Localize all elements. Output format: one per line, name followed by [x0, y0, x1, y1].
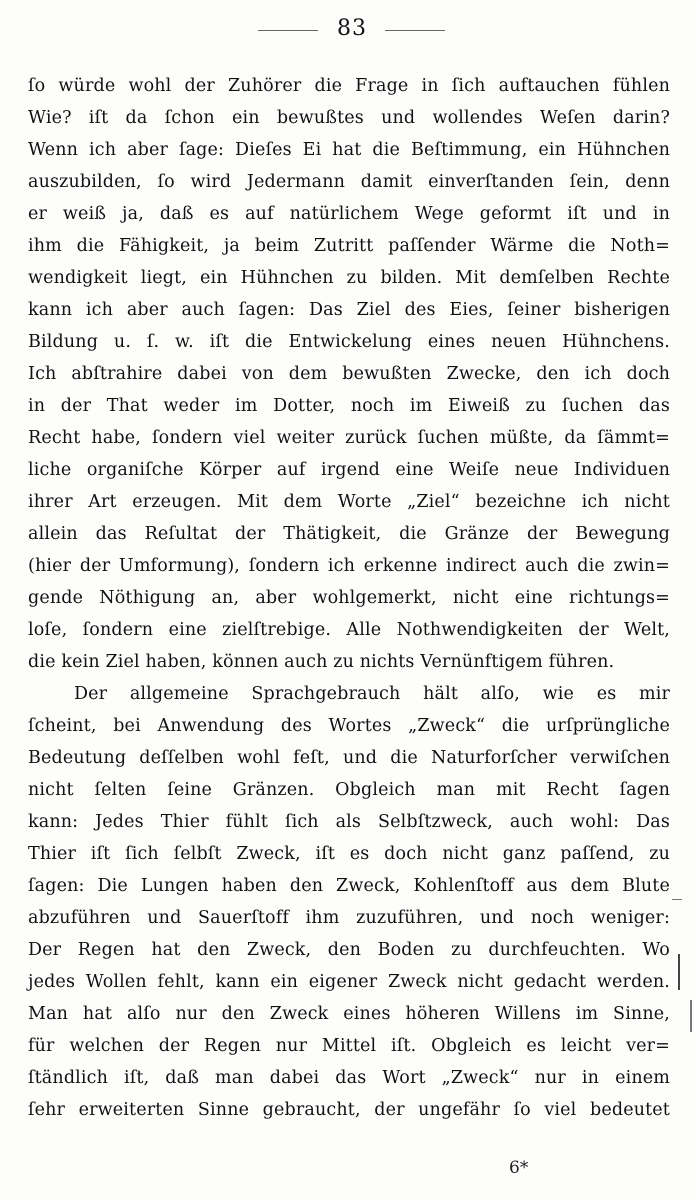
text-line-31: für welchen der Regen nur Mittel iſt. Obgleich es leicht ver=	[28, 1036, 670, 1056]
page-body	[28, 70, 670, 1126]
text-line-17: gende Nöthigung an, aber wohlgemerkt, nicht eine richtungs=	[28, 588, 670, 608]
text-line-21: ſcheint, bei Anwendung des Wortes „Zweck“ die urſprüngliche	[28, 716, 670, 736]
signature-mark: 6*	[509, 1158, 529, 1178]
text-line-22: Bedeutung deſſelben wohl feſt, und die Naturforſcher verwiſchen	[28, 748, 670, 768]
text-line-7: wendigkeit liegt, ein Hühnchen zu bilden. Mit demſelben Rechte	[28, 268, 670, 288]
page-header	[0, 14, 697, 44]
text-line-4: auszubilden, ſo wird Jedermann damit einverſtanden ſein, denn	[28, 172, 670, 192]
scan-edge-mark-lower	[690, 1000, 692, 1032]
text-line-10: Ich abſtrahire dabei von dem bewußten Zwecke, den ich doch	[28, 364, 670, 384]
text-line-19: die kein Ziel haben, können auch zu nichts Vernünftigem führen.	[28, 652, 615, 672]
text-line-16: (hier der Umformung), ſondern ich erkenne indirect auch die zwin=	[28, 556, 670, 576]
text-line-3: Wenn ich aber ſage: Dieſes Ei hat die Beſtimmung, ein Hühnchen	[28, 140, 670, 160]
text-line-27: abzuführen und Sauerſtoff ihm zuzuführen, und noch weniger:	[28, 908, 670, 928]
header-rule-right	[385, 30, 445, 31]
text-line-33: ſehr erweiterten Sinne gebraucht, der ungefähr ſo viel bedeutet	[28, 1100, 670, 1120]
text-line-8: kann ich aber auch ſagen: Das Ziel des Eies, ſeiner bisherigen	[28, 300, 670, 320]
page-number: 83	[337, 16, 367, 41]
text-line-28: Der Regen hat den Zweck, den Boden zu durchfeuchten. Wo	[28, 940, 670, 960]
text-line-1: ſo würde wohl der Zuhörer die Frage in ſich auftauchen fühlen	[28, 76, 670, 96]
text-line-18: loſe, ſondern eine zielſtrebige. Alle Nothwendigkeiten der Welt,	[28, 620, 670, 640]
text-line-29: jedes Wollen fehlt, kann ein eigener Zweck nicht gedacht werden.	[28, 972, 670, 992]
text-line-25: Thier iſt ſich ſelbſt Zweck, iſt es doch nicht ganz paſſend, zu	[28, 844, 670, 864]
header-rule-left	[258, 30, 318, 31]
text-line-9: Bildung u. ſ. w. iſt die Entwickelung eines neuen Hühnchens.	[28, 332, 670, 352]
text-line-2: Wie? iſt da ſchon ein bewußtes und wollendes Weſen darin?	[28, 108, 670, 128]
text-line-11: in der That weder im Dotter, noch im Eiweiß zu ſuchen das	[28, 396, 670, 416]
text-line-30: Man hat alſo nur den Zweck eines höheren Willens im Sinne,	[28, 1004, 670, 1024]
text-line-32: ſtändlich iſt, daß man dabei das Wort „Zweck“ nur in einem	[28, 1068, 670, 1088]
text-line-23: nicht ſelten ſeine Gränzen. Obgleich man mit Recht ſagen	[28, 780, 670, 800]
scan-edge-dash	[672, 899, 682, 900]
text-line-20: Der allgemeine Sprachgebrauch hält alſo, wie es mir	[74, 684, 670, 704]
text-line-24: kann: Jedes Thier fühlt ſich als Selbſtzweck, auch wohl: Das	[28, 812, 670, 832]
scan-edge-mark	[678, 954, 680, 990]
text-line-6: ihm die Fähigkeit, ja beim Zutritt paſſender Wärme die Noth=	[28, 236, 670, 256]
text-line-26: ſagen: Die Lungen haben den Zweck, Kohlenſtoff aus dem Blute	[28, 876, 670, 896]
text-line-15: allein das Reſultat der Thätigkeit, die Gränze der Bewegung	[28, 524, 670, 544]
text-line-14: ihrer Art erzeugen. Mit dem Worte „Ziel“ bezeichne ich nicht	[28, 492, 670, 512]
text-line-13: liche organiſche Körper auf irgend eine Weiſe neue Individuen	[28, 460, 670, 480]
text-line-5: er weiß ja, daß es auf natürlichem Wege geformt iſt und in	[28, 204, 670, 224]
text-line-12: Recht habe, ſondern viel weiter zurück ſuchen müßte, da ſämmt=	[28, 428, 670, 448]
